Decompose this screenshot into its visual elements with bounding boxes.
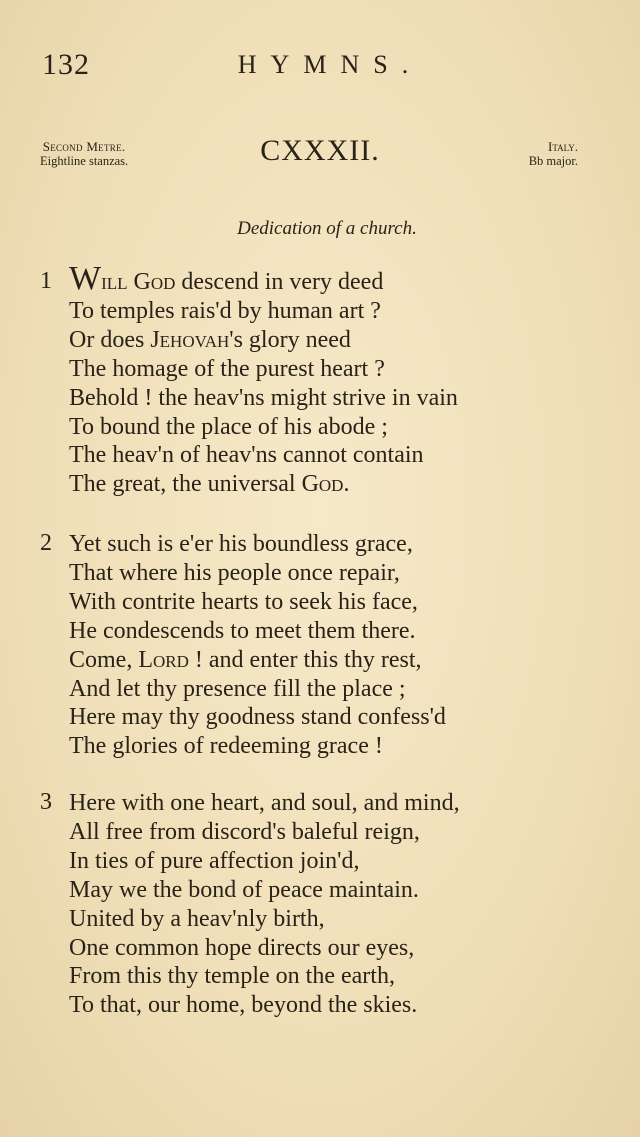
verse-line: And let thy presence fill the place ; (69, 675, 406, 702)
stanza-1 (40, 260, 600, 499)
tune-line-1: Italy. (548, 139, 578, 154)
drop-capital: W (69, 260, 102, 297)
small-caps-god: God (133, 269, 176, 295)
verse-line: With contrite hearts to seek his face, (69, 588, 418, 615)
stanza-2 (40, 530, 600, 761)
stanza-number: 3 (40, 789, 52, 815)
hymn-subject: Dedication of a church. (237, 218, 417, 239)
verse-line: Yet such is e'er his boundless grace, (69, 531, 413, 557)
verse-line: The homage of the purest heart ? (69, 355, 385, 382)
line-text: Come, (69, 646, 139, 673)
verse-line: In ties of pure affection join'd, (69, 847, 360, 874)
verse-line: Here may thy goodness stand confess'd (69, 704, 446, 731)
verse-line: Behold ! the heav'ns might strive in vain (69, 384, 458, 411)
tune-line-2: Bb major. (528, 154, 578, 168)
line-text: 's glory need (229, 326, 351, 353)
line-text: . (343, 471, 350, 498)
verse-line: To temples rais'd by human art ? (69, 297, 381, 324)
verse-line: United by a heav'nly birth, (69, 905, 325, 932)
page-number: 132 (42, 48, 90, 81)
small-caps-text: ill (101, 269, 128, 295)
stanza-number: 1 (40, 268, 52, 294)
verse-line (69, 646, 600, 675)
verse-line: From this thy temple on the earth, (69, 963, 395, 990)
verse-line: That where his people once repair, (69, 559, 400, 586)
verse-line: To bound the place of his abode ; (69, 413, 388, 440)
verse-line: To that, our home, beyond the skies. (69, 992, 418, 1019)
line-text: descend in very deed (175, 269, 384, 295)
verse-line: All free from discord's baleful reign, (69, 818, 420, 845)
meter-line-2: Eightline stanzas. (40, 154, 129, 168)
verse-line: Here with one heart, and soul, and mind, (69, 790, 460, 816)
verse-line (69, 260, 600, 297)
hymn-number: CXXXII. (260, 134, 380, 167)
stanza-number: 2 (40, 530, 52, 556)
verse-line: The heav'n of heav'ns cannot contain (69, 442, 424, 469)
verse-line: He condescends to meet them there. (69, 617, 416, 644)
small-caps-jehovah: Jehovah (150, 326, 230, 353)
small-caps-god: God (301, 471, 344, 498)
meter-line-1: Second Metre. (42, 139, 126, 154)
verse-line: The glories of redeeming grace ! (69, 733, 383, 760)
line-text: Or does (69, 326, 151, 353)
verse-line (69, 470, 600, 499)
stanza-3 (40, 789, 600, 1020)
small-caps-lord: Lord (138, 646, 189, 673)
tune-label (529, 140, 578, 168)
verse-line: One common hope directs our eyes, (69, 934, 415, 961)
line-text: ! and enter this thy rest, (188, 646, 422, 673)
line-text: The great, the universal (69, 471, 302, 498)
verse-line: May we the bond of peace maintain. (69, 876, 419, 903)
verse-line (69, 326, 600, 355)
running-title: HYMNS. (237, 50, 423, 79)
